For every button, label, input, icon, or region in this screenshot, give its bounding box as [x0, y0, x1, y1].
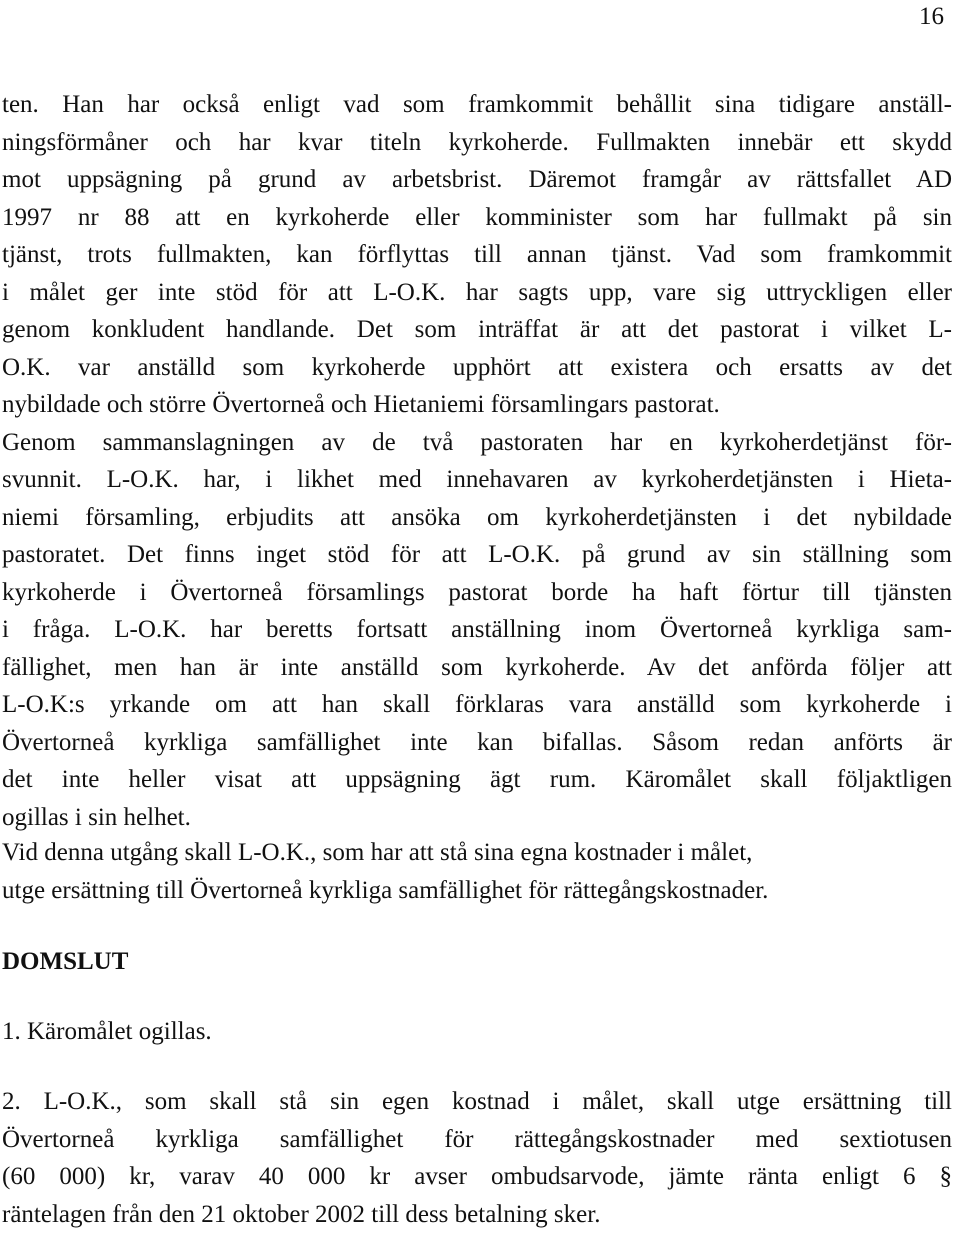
text-line: ten. Han har också enligt vad som framkommit behållit sina tidigare anställ- — [2, 86, 952, 124]
text-line: genom konkludent handlande. Det som inträffat är att det pastorat i vilket L- — [2, 311, 952, 349]
text-line: räntelagen från den 21 oktober 2002 till dess betalning sker. — [2, 1196, 952, 1233]
text-line: kyrkoherde i Övertorneå församlings pastorat borde ha haft förtur till tjänsten — [2, 574, 952, 612]
section-heading-domslut: DOMSLUT — [2, 943, 128, 981]
paragraph-costs — [2, 834, 952, 909]
text-line: Övertorneå kyrkliga samfällighet inte kan bifallas. Såsom redan anförts är — [2, 724, 952, 762]
text-line: i målet ger inte stöd för att L-O.K. har sagts upp, vare sig uttryckligen eller — [2, 274, 952, 312]
text-line: (60 000) kr, varav 40 000 kr avser ombudsarvode, jämte ränta enligt 6 § — [2, 1158, 952, 1196]
text-line: ogillas i sin helhet. — [2, 799, 952, 837]
text-line: i fråga. L-O.K. har beretts fortsatt anställning inom Övertorneå kyrkliga sam- — [2, 611, 952, 649]
text-line: L-O.K:s yrkande om att han skall förklaras vara anställd som kyrkoherde i — [2, 686, 952, 724]
text-line: tjänst, trots fullmakten, kan förflyttas till annan tjänst. Vad som framkommit — [2, 236, 952, 274]
text-line: 2. L-O.K., som skall stå sin egen kostnad i målet, skall utge ersättning till — [2, 1083, 952, 1121]
text-line: 1. Käromålet ogillas. — [2, 1013, 952, 1051]
text-line: mot uppsägning på grund av arbetsbrist. Däremot framgår av rättsfallet AD — [2, 161, 952, 199]
paragraph-reasoning — [2, 86, 952, 836]
text-line: Övertorneå kyrkliga samfällighet för rättegångskostnader med sextiotusen — [2, 1121, 952, 1159]
ruling-item-2 — [2, 1083, 952, 1233]
text-line: niemi församling, erbjudits att ansöka om kyrkoherdetjänsten i det nybildade — [2, 499, 952, 537]
ruling-item-1 — [2, 1013, 952, 1051]
text-line: fällighet, men han är inte anställd som kyrkoherde. Av det anförda följer att — [2, 649, 952, 687]
text-line: Genom sammanslagningen av de två pastoraten har en kyrkoherdetjänst för- — [2, 424, 952, 462]
text-line: det inte heller visat att uppsägning ägt rum. Käromålet skall följaktligen — [2, 761, 952, 799]
text-line: 1997 nr 88 att en kyrkoherde eller komminister som har fullmakt på sin — [2, 199, 952, 237]
text-line: O.K. var anställd som kyrkoherde upphört att existera och ersatts av det — [2, 349, 952, 387]
text-line: nybildade och större Övertorneå och Hietaniemi församlingars pastorat. — [2, 386, 952, 424]
text-line: ningsförmåner och har kvar titeln kyrkoherde. Fullmakten innebär ett skydd — [2, 124, 952, 162]
text-line: utge ersättning till Övertorneå kyrkliga samfällighet för rättegångskostnader. — [2, 872, 952, 910]
page-number: 16 — [919, 2, 944, 32]
text-line: svunnit. L-O.K. har, i likhet med innehavaren av kyrkoherdetjänsten i Hieta- — [2, 461, 952, 499]
text-line: pastoratet. Det finns inget stöd för att L-O.K. på grund av sin ställning som — [2, 536, 952, 574]
text-line: Vid denna utgång skall L-O.K., som har att stå sina egna kostnader i målet, — [2, 834, 952, 872]
